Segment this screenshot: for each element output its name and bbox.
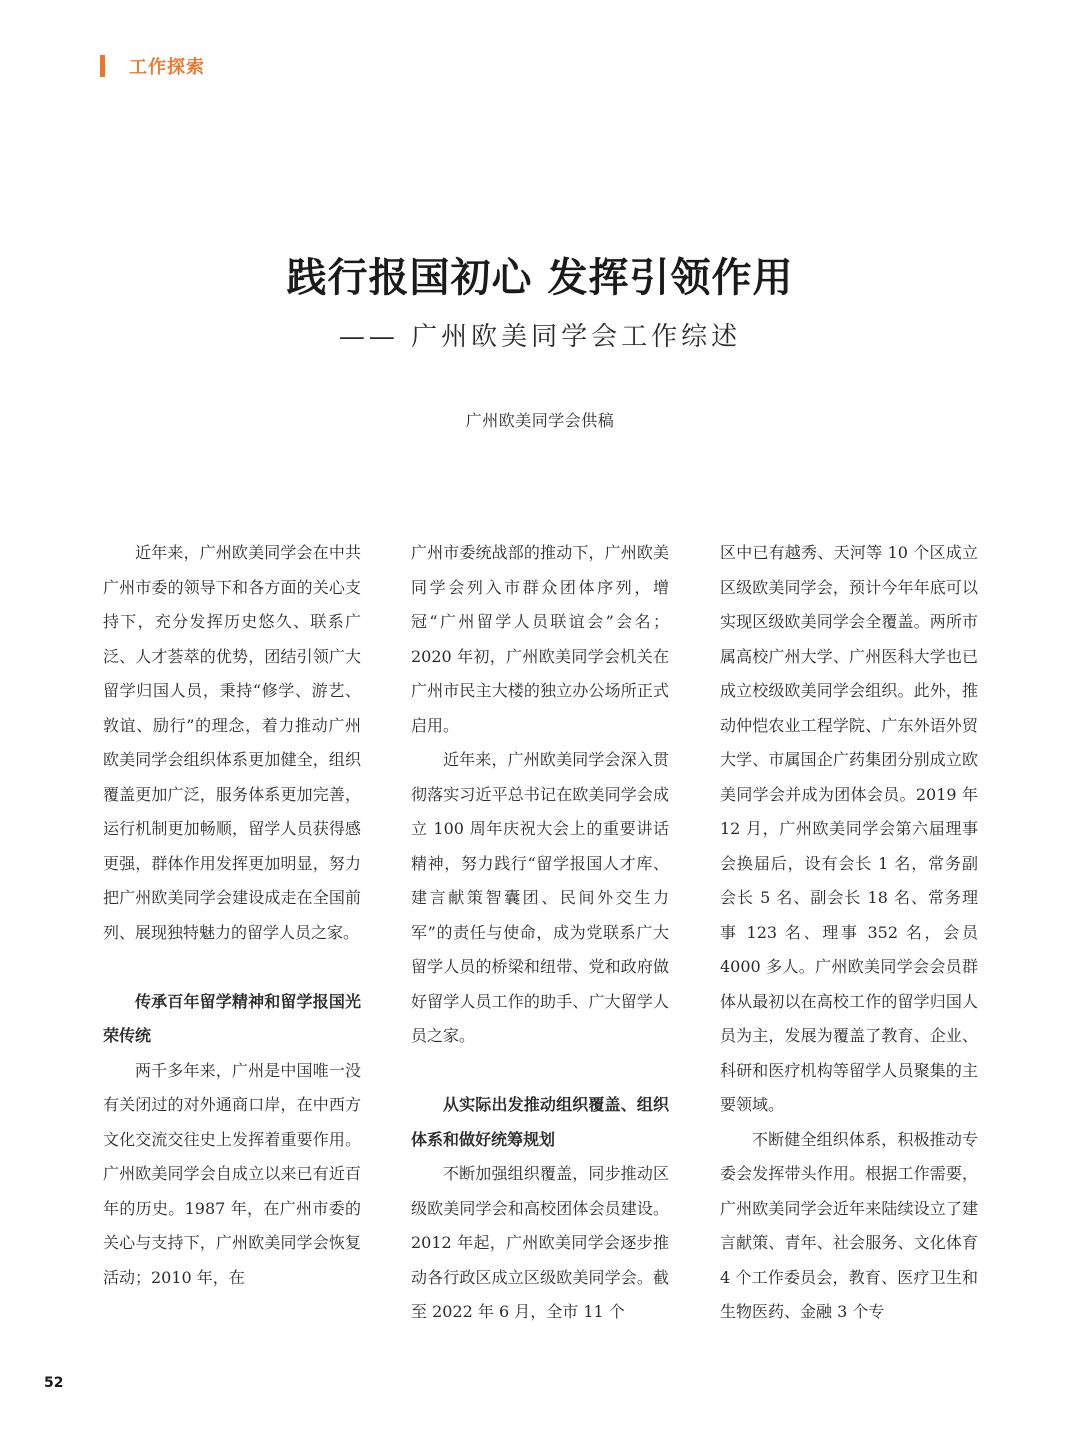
- text-column-2: [411, 536, 669, 1330]
- paragraph: 不断加强组织覆盖，同步推动区级欧美同学会和高校团体会员建设。2012 年起，广州欧美同学会逐步推动各行政区成立区级欧美同学会。截至 2022 年 6 月，全市 11 个: [411, 1164, 669, 1321]
- section-tag: [100, 53, 205, 79]
- text-column-1: [103, 536, 361, 1295]
- paragraph-continued: 区中已有越秀、天河等 10 个区成立区级欧美同学会，预计今年年底可以实现区级欧美同学会全覆盖。两所市属高校广州大学、广州医科大学也已成立校级欧美同学会组织。此外，推动仲恺农业工程学院、广东外语外贸大学、市属国企广药集团分别成立欧美同学会并成为团体会员。2019 年 12 月，广州欧美同学会第六届理事会换届后，设有会长 1 名，常务副会长 5 名、副会长 18 名、常务理事 123 名、理事 352 名，会员 4000 多人。广州欧美同学会会员群体从最初以在高校工作的留学归国人员为主，发展为覆盖了教育、企业、科研和医疗机构等留学人员聚集的主要领域。: [720, 543, 978, 1114]
- paragraph-continued: 广州市委统战部的推动下，广州欧美同学会列入市群众团体序列，增冠“广州留学人员联谊会”会名；2020 年初，广州欧美同学会机关在广州市民主大楼的独立办公场所正式启用。: [411, 543, 669, 735]
- paragraph: 两千多年来，广州是中国唯一没有关闭过的对外通商口岸，在中西方文化交流交往史上发挥着重要作用。广州欧美同学会自成立以来已有近百年的历史。1987 年，在广州市委的关心与支持下，广州欧美同学会恢复活动；2010 年，在: [103, 1060, 361, 1287]
- text-column-3: [720, 536, 978, 1330]
- paragraph: 近年来，广州欧美同学会深入贯彻落实习近平总书记在欧美同学会成立 100 周年庆祝大会上的重要讲话精神，努力践行“留学报国人才库、建言献策智囊团、民间外交生力军”的责任与使命，成为党联系广大留学人员的桥梁和纽带、党和政府做好留学人员工作的助手、广大留学人员之家。: [411, 750, 669, 1045]
- page-number: 52: [44, 1375, 64, 1391]
- article-subtitle: —— 广州欧美同学会工作综述: [338, 322, 742, 352]
- article-byline: 广州欧美同学会供稿: [465, 411, 615, 430]
- article-title: 践行报国初心 发挥引领作用: [286, 255, 794, 301]
- paragraph: 近年来，广州欧美同学会在中共广州市委的领导下和各方面的关心支持下，充分发挥历史悠久、联系广泛、人才荟萃的优势，团结引领广大留学归国人员，秉持“修学、游艺、敦谊、励行”的理念，着力推动广州欧美同学会组织体系更加健全，组织覆盖更加广泛，服务体系更加完善，运行机制更加畅顺，留学人员获得感更强，群体作用发挥更加明显，努力把广州欧美同学会建设成走在全国前列、展现独特魅力的留学人员之家。: [103, 543, 361, 942]
- paragraph: 不断健全组织体系，积极推动专委会发挥带头作用。根据工作需要，广州欧美同学会近年来陆续设立了建言献策、青年、社会服务、文化体育 4 个工作委员会，教育、医疗卫生和生物医药、金融 3 个专: [720, 1129, 978, 1321]
- section-label: 工作探索: [129, 57, 205, 78]
- section-heading: 传承百年留学精神和留学报国光荣传统: [103, 991, 361, 1045]
- section-accent-bar: [100, 55, 105, 77]
- section-heading: 从实际出发推动组织覆盖、组织体系和做好统筹规划: [411, 1095, 669, 1149]
